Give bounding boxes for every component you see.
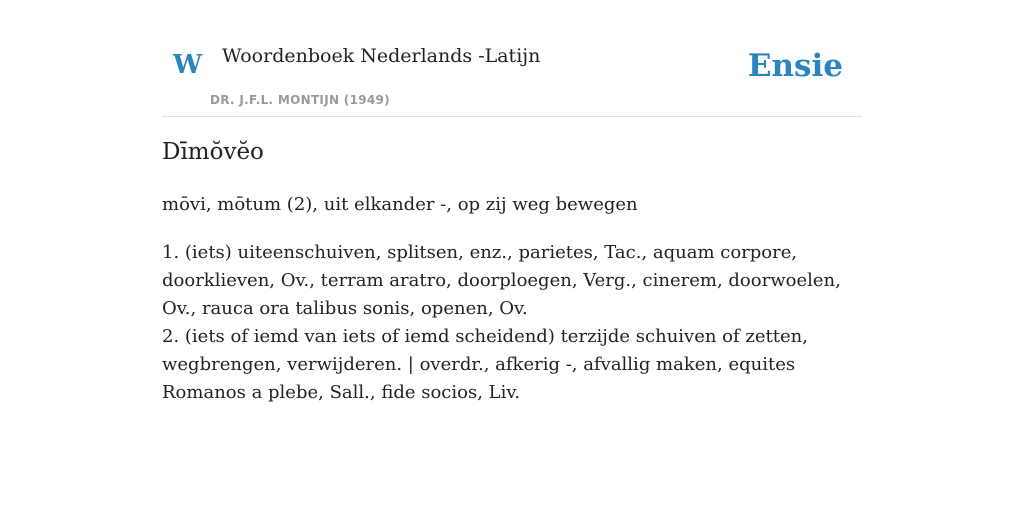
dictionary-logo[interactable]: W [173,50,203,80]
entry-definitions [162,239,862,407]
definition-2: 2. (iets of iemd van iets of iemd scheidend) terzijde schuiven of zetten, wegbrengen, verwijderen. | overdr., afkerig -, afvallig maken, equites Romanos a plebe, Sall., fide socios, Liv. [162,326,808,403]
entry-forms: mōvi, mōtum (2), uit elkander -, op zij weg bewegen [162,194,638,215]
ensie-logo-link[interactable]: Ensie [747,48,843,84]
entry-headword: Dīmŏvĕo [162,139,264,165]
definition-1: 1. (iets) uiteenschuiven, splitsen, enz., parietes, Tac., aquam corpore, doorklieven, Ov., terram aratro, doorploegen, Verg., cinerem, doorwoelen, Ov., rauca ora talibus sonis, openen, Ov. [162,242,841,319]
dictionary-author: DR. J.F.L. MONTIJN (1949) [210,93,390,107]
dictionary-entry-card [162,0,862,403]
dictionary-title[interactable]: Woordenboek Nederlands -Latijn [222,45,541,67]
entry-header [162,0,862,117]
